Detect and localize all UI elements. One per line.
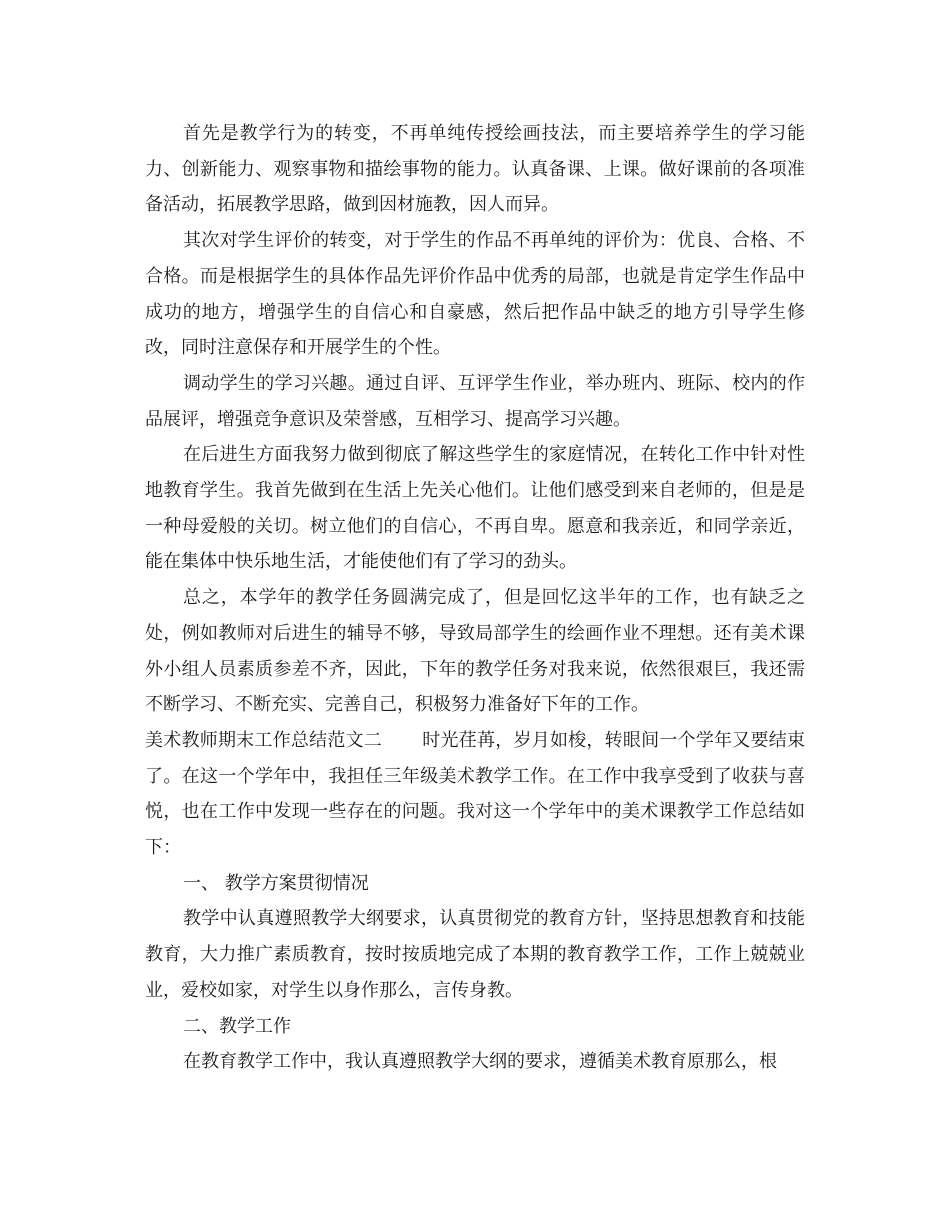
paragraph-teaching-behavior: 首先是教学行为的转变，不再单纯传授绘画技法，而主要培养学生的学习能力、创新能力、观察事物和描绘事物的能力。认真备课、上课。做好课前的各项准备活动，拓展教学思路，做到因材施教，因人而异。 [145,123,805,216]
section-intro: 时光荏苒，岁月如梭，转眼间一个学年又要结束了。在这一个学年中，我担任三年级美术教学工作。在工作中我享受到了收获与喜悦，也在工作中发现一些存在的问题。我对这一个学年中的美术课教学工作总结如下： [145,729,806,859]
section-title: 美术教师期末工作总结范文二 [145,729,383,751]
paragraph-struggling-students: 在后进生方面我努力做到彻底了解这些学生的家庭情况，在转化工作中针对性地教育学生。我首先做到在生活上先关心他们。让他们感受到来自老师的，但是是一种母爱般的关切。树立他们的自信心，不再自卑。愿意和我亲近，和同学亲近，能在集体中快乐地生活，才能使他们有了学习的劲头。 [145,444,805,573]
heading-teaching-work: 二、教学工作 [183,1015,291,1037]
paragraph-teaching-work: 在教育教学工作中，我认真遵照教学大纲的要求，遵循美术教育原那么，根 [183,1051,777,1073]
paragraph-plan-implementation: 教学中认真遵照教学大纲要求，认真贯彻党的教育方针，坚持思想教育和技能教育，大力推广素质教育，按时按质地完成了本期的教育教学工作，工作上兢兢业业，爱校如家，对学生以身作那么，言传身教。 [145,908,805,1001]
paragraph-student-evaluation: 其次对学生评价的转变，对于学生的作品不再单纯的评价为：优良、合格、不合格。而是根据学生的具体作品先评价作品中优秀的局部，也就是肯定学生作品中成功的地方，增强学生的自信心和自豪感，然后把作品中缺乏的地方引导学生修改，同时注意保存和开展学生的个性。 [145,230,805,359]
document-body [145,116,805,1080]
section-two-paragraph [145,723,805,866]
heading-plan-implementation: 一、 教学方案贯彻情况 [183,872,369,894]
paragraph-conclusion: 总之，本学年的教学任务圆满完成了，但是回忆这半年的工作，也有缺乏之处，例如教师对后进生的辅导不够，导致局部学生的绘画作业不理想。还有美术课外小组人员素质参差不齐，因此，下年的教学任务对我来说，依然很艰巨，我还需不断学习、不断充实、完善自己，积极努力准备好下年的工作。 [145,587,805,716]
paragraph-learning-interest: 调动学生的学习兴趣。通过自评、互评学生作业，举办班内、班际、校内的作品展评，增强竞争意识及荣誉感，互相学习、提高学习兴趣。 [145,372,805,430]
